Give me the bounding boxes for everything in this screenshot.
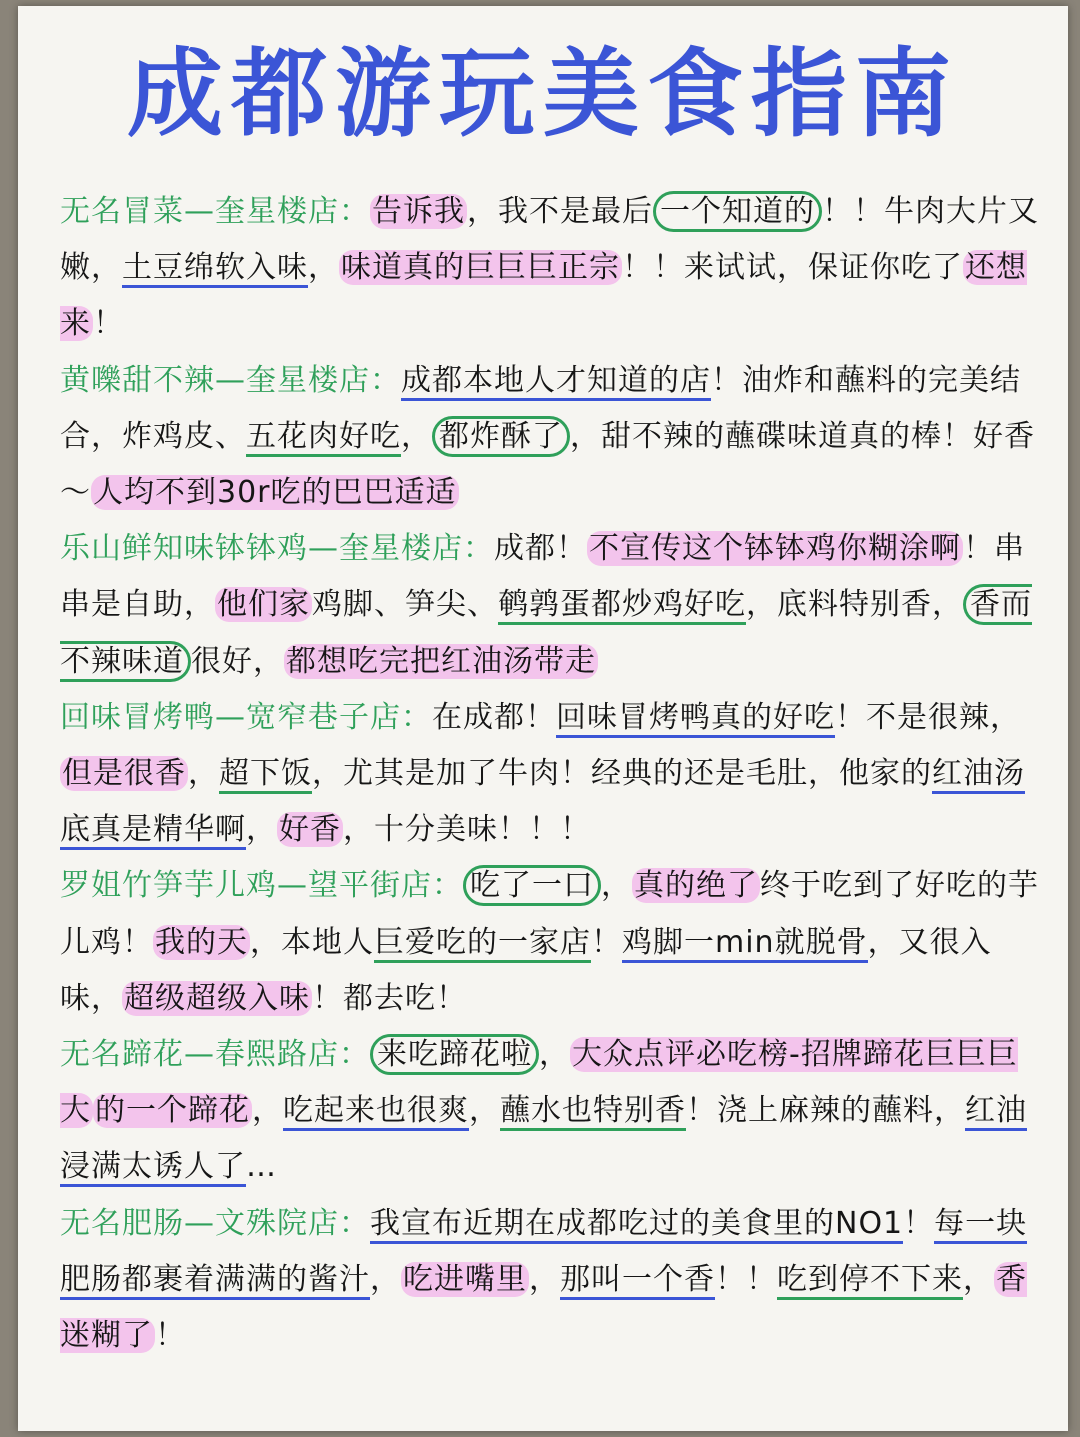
text: 终于吃到了好吃的芋儿鸡！: [60, 868, 1039, 960]
text: ，: [469, 1093, 500, 1129]
text: ，: [252, 1093, 283, 1129]
text: ，: [188, 756, 219, 792]
text: ！都去吃！: [312, 980, 467, 1016]
text: …: [246, 1149, 277, 1185]
store-name: 无名蹄花—春熙路店：: [60, 1037, 370, 1073]
text: ！！牛肉大片又嫩，: [60, 194, 1039, 286]
text: ，: [963, 1261, 994, 1297]
underlined-text: 吃到停不下来: [777, 1262, 963, 1300]
text: ！: [155, 1318, 186, 1354]
text: ，: [370, 1261, 401, 1297]
text: ，: [601, 868, 632, 904]
highlight: 我的天: [155, 924, 248, 960]
text: ，十分美味！！！: [343, 812, 591, 848]
circled-text: 一个知道的: [653, 191, 822, 232]
text: 很好，: [191, 643, 284, 679]
text: ，: [539, 1037, 570, 1073]
store-name: 乐山鲜知味钵钵鸡—奎星楼店：: [60, 531, 494, 567]
highlight: 大众点评必吃榜-招牌蹄花巨巨巨大: [60, 1037, 1018, 1129]
text: ！: [591, 924, 622, 960]
underlined-text: 超下饭: [219, 756, 312, 794]
text: ！: [93, 306, 124, 342]
highlight: 还想来: [60, 250, 1027, 342]
text: ，: [401, 418, 432, 454]
text: ！串串是自助，: [60, 531, 1025, 623]
text: ！！来试试，保证你吃了: [622, 250, 963, 286]
highlight: 超级超级入味: [124, 980, 310, 1016]
store-name: 回味冒烤鸭—宽窄巷子店：: [60, 699, 432, 735]
store-name: 罗姐竹笋芋儿鸡—望平街店：: [60, 868, 463, 904]
text: ，尤其是加了牛肉！经典的还是毛肚，他家的: [312, 756, 932, 792]
highlight: 不宣传这个钵钵鸡你糊涂啊: [589, 531, 961, 567]
highlight: 他们家: [217, 587, 310, 623]
highlight: 的一个蹄花: [95, 1093, 250, 1129]
underlined-text: 蘸水也特别香: [500, 1093, 686, 1131]
underlined-text: 红油汤底真是精华啊: [60, 756, 1025, 850]
circled-text: 香而不辣味道: [60, 584, 1032, 681]
underlined-text: 吃起来也很爽: [283, 1093, 469, 1131]
highlight: 好香: [279, 812, 341, 848]
text: 成都！: [494, 531, 587, 567]
text: ，本地人: [250, 924, 374, 960]
text: ，: [246, 812, 277, 848]
highlight: 真的绝了: [634, 868, 758, 904]
highlight: 吃进嘴里: [403, 1261, 527, 1297]
highlight: 告诉我: [372, 194, 465, 229]
text: ！！: [715, 1261, 777, 1297]
text: ，: [529, 1261, 560, 1297]
store-name: 无名肥肠—文殊院店：: [60, 1205, 370, 1241]
page-title: 成都游玩美食指南: [127, 38, 959, 150]
underlined-text: 鸡脚一min就脱骨: [622, 925, 868, 963]
highlight: 人均不到30r吃的巴巴适适: [93, 475, 457, 511]
text: ，: [308, 250, 339, 286]
underlined-text: 土豆绵软入味: [122, 250, 308, 288]
entry-7: [60, 1196, 1040, 1365]
highlight: 香迷糊了: [60, 1261, 1027, 1354]
text: ，又很入味，: [60, 924, 992, 1016]
highlight: 都想吃完把红油汤带走: [286, 643, 596, 679]
circled-text: 都炸酥了: [432, 416, 570, 457]
highlight: 味道真的巨巨巨正宗: [341, 250, 620, 286]
entry-6: [60, 1027, 1040, 1196]
text: 在成都！: [432, 699, 556, 735]
underlined-text: 那叫一个香: [560, 1262, 715, 1300]
underlined-text: 红油浸满太诱人了: [60, 1093, 1027, 1187]
guide-body: [60, 184, 1040, 1364]
entry-4: [60, 690, 1040, 859]
underlined-text: 巨爱吃的一家店: [374, 925, 591, 963]
underlined-text: 鹌鹑蛋都炒鸡好吃: [498, 587, 746, 625]
underlined-text: 每一块肥肠都裹着满满的酱汁: [60, 1206, 1027, 1300]
store-name: 无名冒菜—奎星楼店：: [60, 194, 370, 229]
underlined-text: 五花肉好吃: [246, 419, 401, 457]
store-name: 黄嚛甜不辣—奎星楼店：: [60, 362, 401, 398]
highlight: 但是很香: [62, 756, 186, 792]
text: ！: [903, 1205, 935, 1241]
entry-3: [60, 521, 1040, 690]
text: ，甜不辣的蘸碟味道真的棒！好香～: [60, 418, 1035, 511]
text: ，底料特别香，: [746, 587, 963, 623]
circled-text: 来吃蹄花啦: [370, 1034, 539, 1075]
circled-text: 吃了一口: [463, 865, 601, 906]
text: ！浇上麻辣的蘸料，: [686, 1093, 965, 1129]
underlined-text: 成都本地人才知道的店: [401, 363, 711, 401]
entry-5: [60, 858, 1040, 1027]
text: ！不是很辣，: [835, 699, 1021, 735]
note-page: [18, 6, 1068, 1431]
underlined-text: 我宣布近期在成都吃过的美食里的NO1: [370, 1206, 903, 1244]
text: ，我不是最后: [467, 194, 653, 229]
entry-1: [60, 184, 1040, 353]
text: ！油炸和蘸料的完美结合，炸鸡皮、: [60, 362, 1021, 454]
text: 鸡脚、笋尖、: [312, 587, 498, 623]
entry-2: [60, 353, 1040, 522]
underlined-text: 回味冒烤鸭真的好吃: [556, 700, 835, 738]
